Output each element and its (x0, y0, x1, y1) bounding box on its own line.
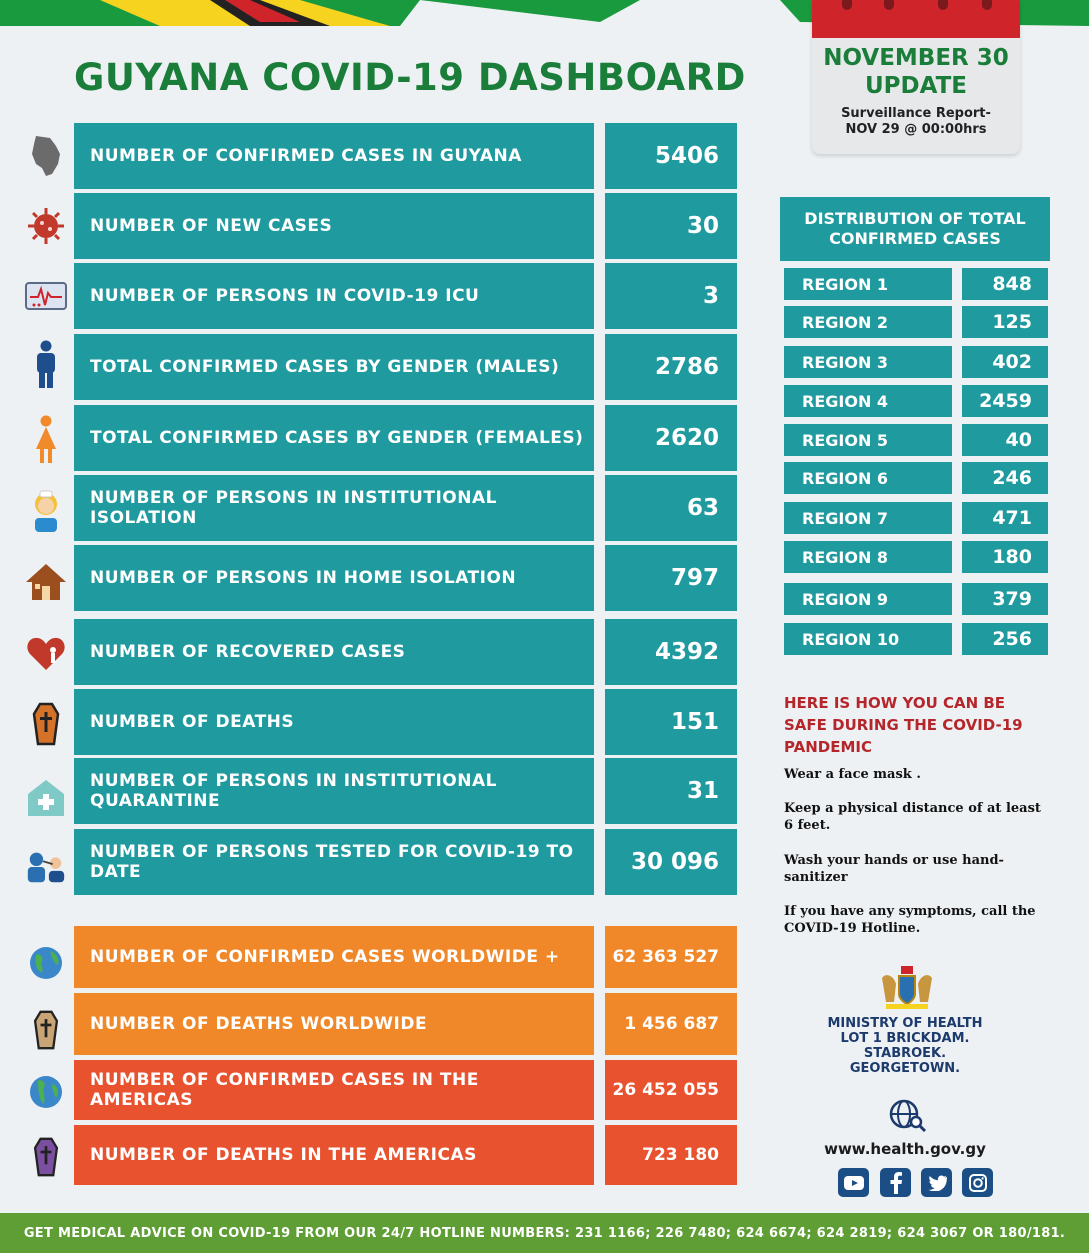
region-name: REGION 3 (784, 346, 952, 378)
update-date-text: NOVEMBER 30 (823, 45, 1009, 71)
ministry-address (800, 1016, 1010, 1076)
stat-value: 4392 (605, 619, 737, 685)
stat-label: NUMBER OF DEATHS (74, 689, 594, 755)
ministry-name: MINISTRY OF HEALTH (827, 1016, 983, 1031)
house-icon (24, 560, 68, 604)
globe-icon (24, 941, 68, 985)
stat-row-confirmed (74, 123, 737, 189)
region-name: REGION 6 (784, 462, 952, 494)
stat-value: 1 456 687 (605, 993, 737, 1055)
stat-row-icu (74, 263, 737, 329)
report-line-2: NOV 29 @ 00:00hrs (845, 122, 987, 137)
safety-heading: HERE IS HOW YOU CAN BE SAFE DURING THE COVID-19 PANDEMIC (784, 694, 1023, 756)
stat-row-home-isolation (74, 545, 737, 611)
stat-value: 31 (605, 758, 737, 824)
coffin-icon (24, 1008, 68, 1052)
stat-row-females (74, 405, 737, 471)
web-search-icon (888, 1098, 928, 1132)
stat-row-quarantine (74, 758, 737, 824)
region-value: 379 (962, 583, 1048, 615)
stat-row-worldwide-cases (74, 926, 737, 988)
region-value: 402 (962, 346, 1048, 378)
region-name: REGION 5 (784, 424, 952, 456)
stat-label: NUMBER OF CONFIRMED CASES WORLDWIDE + (74, 926, 594, 988)
safety-tip: Keep a physical distance of at least 6 feet. (784, 801, 1041, 833)
female-icon (24, 418, 68, 462)
stat-value: 30 096 (605, 829, 737, 895)
stat-label: TOTAL CONFIRMED CASES BY GENDER (FEMALES) (74, 405, 594, 471)
distribution-heading: DISTRIBUTION OF TOTAL CONFIRMED CASES (780, 197, 1050, 261)
region-value: 848 (962, 268, 1048, 300)
coffin-icon (24, 702, 68, 746)
region-value: 256 (962, 623, 1048, 655)
stat-label: NUMBER OF DEATHS WORLDWIDE (74, 993, 594, 1055)
region-name: REGION 9 (784, 583, 952, 615)
stat-value: 26 452 055 (605, 1060, 737, 1120)
instagram-icon[interactable] (962, 1168, 993, 1197)
stat-label: NUMBER OF PERSONS IN COVID-19 ICU (74, 263, 594, 329)
stat-row-deaths (74, 689, 737, 755)
stat-row-new-cases (74, 193, 737, 259)
stat-value: 30 (605, 193, 737, 259)
stat-value: 63 (605, 475, 737, 541)
address-line: GEORGETOWN. (849, 1061, 961, 1076)
icu-monitor-icon (24, 275, 68, 319)
stat-value: 2786 (605, 334, 737, 400)
stat-value: 5406 (605, 123, 737, 189)
region-value: 471 (962, 502, 1048, 534)
testing-icon (24, 845, 68, 889)
stat-label: NUMBER OF RECOVERED CASES (74, 619, 594, 685)
stat-row-tested (74, 829, 737, 895)
stat-row-males (74, 334, 737, 400)
heart-icon (24, 632, 68, 676)
guyana-map-icon (24, 134, 68, 178)
safety-tip: If you have any symptoms, call the COVID-19 Hotline. (784, 904, 1036, 936)
region-value: 125 (962, 306, 1048, 338)
stat-value: 2620 (605, 405, 737, 471)
hotline-footer: GET MEDICAL ADVICE ON COVID-19 FROM OUR 24/7 HOTLINE NUMBERS: 231 1166; 226 7480; 624 6674; 624 2819; 624 3067 OR 180/181. (0, 1213, 1089, 1253)
stat-row-institutional-isolation (74, 475, 737, 541)
update-date (812, 44, 1020, 100)
address-line: STABROEK. (863, 1046, 947, 1061)
stat-row-worldwide-deaths (74, 993, 737, 1055)
region-value: 246 (962, 462, 1048, 494)
stat-label: NUMBER OF PERSONS IN INSTITUTIONAL ISOLATION (74, 475, 594, 541)
safety-tip: Wear a face mask . (784, 767, 921, 782)
coffin-icon (24, 1135, 68, 1179)
youtube-icon[interactable] (838, 1168, 869, 1197)
stat-row-recovered (74, 619, 737, 685)
calendar-ring-icon (884, 0, 894, 10)
stat-value: 151 (605, 689, 737, 755)
region-name: REGION 10 (784, 623, 952, 655)
calendar-ring-icon (938, 0, 948, 10)
stat-label: TOTAL CONFIRMED CASES BY GENDER (MALES) (74, 334, 594, 400)
region-name: REGION 1 (784, 268, 952, 300)
stat-value: 3 (605, 263, 737, 329)
male-icon (24, 343, 68, 387)
website-link[interactable]: www.health.gov.gy (824, 1140, 986, 1158)
nurse-icon (24, 488, 68, 532)
globe-americas-icon (24, 1070, 68, 1114)
region-value: 40 (962, 424, 1048, 456)
coat-of-arms-icon (876, 962, 938, 1010)
region-value: 2459 (962, 385, 1048, 417)
region-name: REGION 8 (784, 541, 952, 573)
stat-label: NUMBER OF DEATHS IN THE AMERICAS (74, 1125, 594, 1185)
region-name: REGION 4 (784, 385, 952, 417)
report-info (812, 106, 1020, 138)
stat-label: NUMBER OF CONFIRMED CASES IN THE AMERICAS (74, 1060, 594, 1120)
hospital-icon (24, 776, 68, 820)
calendar-ring-icon (842, 0, 852, 10)
stat-label: NUMBER OF NEW CASES (74, 193, 594, 259)
dashboard-title: GUYANA COVID-19 DASHBOARD (74, 56, 746, 99)
calendar-ring-icon (982, 0, 992, 10)
stat-value: 797 (605, 545, 737, 611)
facebook-icon[interactable] (880, 1168, 911, 1197)
region-name: REGION 7 (784, 502, 952, 534)
stat-label: NUMBER OF PERSONS IN HOME ISOLATION (74, 545, 594, 611)
update-calendar (812, 0, 1020, 154)
virus-icon (24, 204, 68, 248)
stat-label: NUMBER OF PERSONS IN INSTITUTIONAL QUARANTINE (74, 758, 594, 824)
update-label: UPDATE (864, 73, 968, 99)
region-value: 180 (962, 541, 1048, 573)
report-line-1: Surveillance Report- (841, 106, 991, 121)
address-line: LOT 1 BRICKDAM. (840, 1031, 970, 1046)
stat-row-americas-deaths (74, 1125, 737, 1185)
region-name: REGION 2 (784, 306, 952, 338)
twitter-icon[interactable] (921, 1168, 952, 1197)
stat-value: 62 363 527 (605, 926, 737, 988)
stat-row-americas-cases (74, 1060, 737, 1120)
stat-label: NUMBER OF PERSONS TESTED FOR COVID-19 TO DATE (74, 829, 594, 895)
safety-tip: Wash your hands or use hand-sanitizer (784, 853, 1004, 885)
stat-label: NUMBER OF CONFIRMED CASES IN GUYANA (74, 123, 594, 189)
stat-value: 723 180 (605, 1125, 737, 1185)
